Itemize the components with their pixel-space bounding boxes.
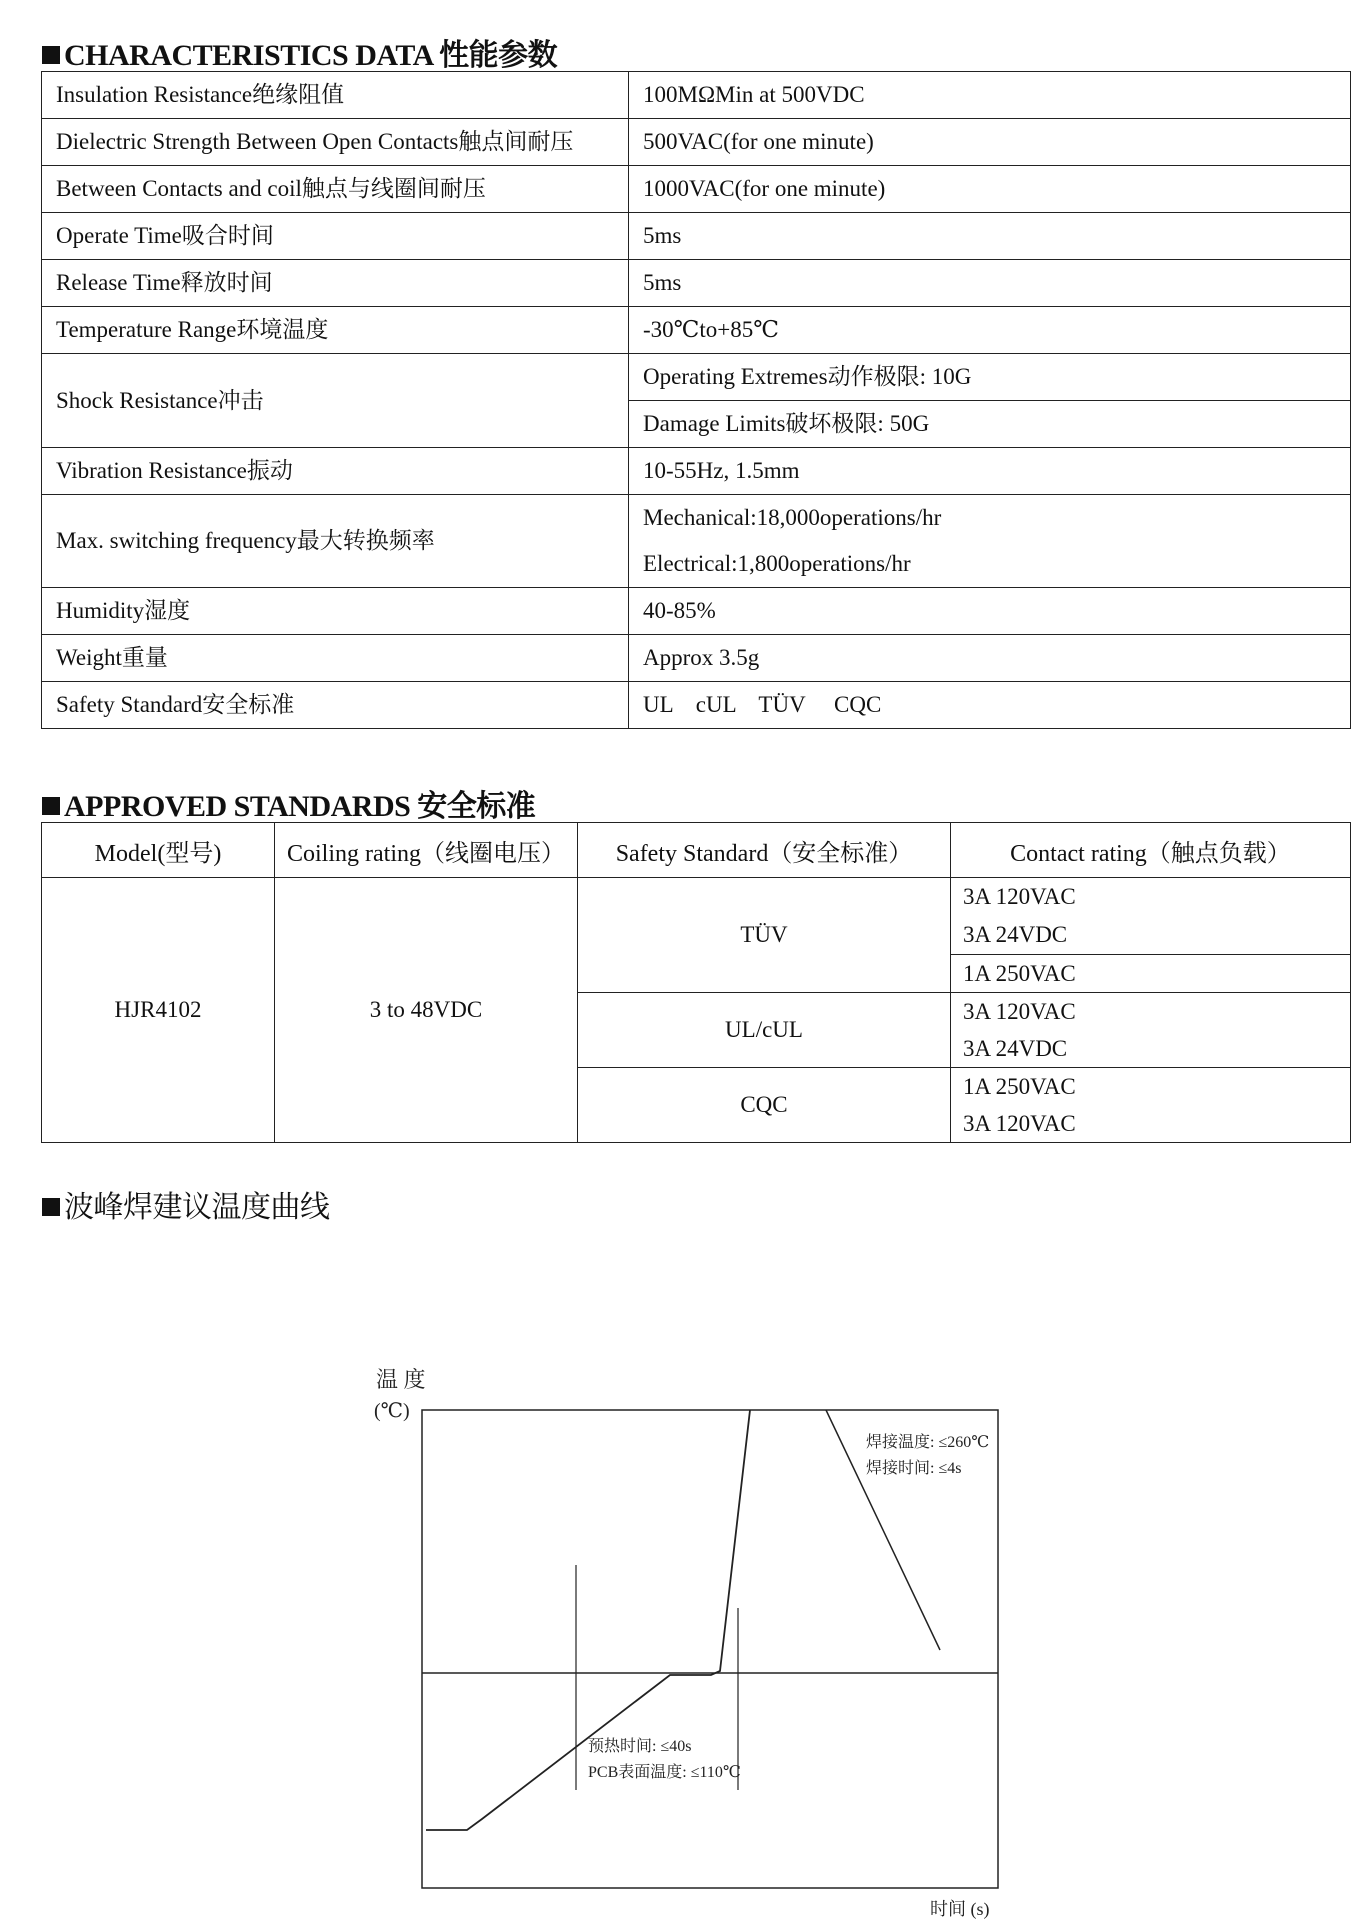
row-label: Release Time释放时间 [42, 260, 629, 307]
row-value: 40-85% [629, 588, 1351, 635]
rating-line: 3A 120VAC [963, 1111, 1076, 1136]
table-row [42, 878, 1351, 955]
square-bullet-icon [42, 46, 60, 64]
row-label: Weight重量 [42, 635, 629, 682]
preheat-time-note: 预热时间: ≤40s [588, 1738, 692, 1755]
row-label: Insulation Resistance绝缘阻值 [42, 72, 629, 119]
row-label: Safety Standard安全标准 [42, 682, 629, 729]
row-value: 5ms [629, 260, 1351, 307]
table-row [42, 119, 1351, 166]
row-label: Between Contacts and coil触点与线圈间耐压 [42, 166, 629, 213]
table-row [42, 260, 1351, 307]
header-safety: Safety Standard（安全标准） [578, 823, 951, 878]
wave-solder-profile-chart [370, 1355, 1010, 1920]
row-label: Max. switching frequency最大转换频率 [42, 495, 629, 588]
contact-rating [951, 993, 1351, 1068]
row-value: 1000VAC(for one minute) [629, 166, 1351, 213]
contact-rating [951, 878, 1351, 955]
row-label: Dielectric Strength Between Open Contacts触点间耐压 [42, 119, 629, 166]
table-row [42, 635, 1351, 682]
model-cell: HJR4102 [42, 878, 275, 1143]
table-row [42, 495, 1351, 588]
row-value: Approx 3.5g [629, 635, 1351, 682]
table-row [42, 682, 1351, 729]
row-value: 5ms [629, 213, 1351, 260]
row-value: UL cUL TÜV CQC [629, 682, 1351, 729]
rating-line: 3A 120VAC [963, 884, 1076, 909]
row-label: Shock Resistance冲击 [42, 354, 629, 448]
solder-time-note: 焊接时间: ≤4s [866, 1460, 962, 1477]
approved-title: APPROVED STANDARDS 安全标准 [42, 781, 535, 825]
row-label: Operate Time吸合时间 [42, 213, 629, 260]
mechanical-value: Mechanical:18,000operations/hr [643, 505, 942, 530]
table-row [42, 213, 1351, 260]
row-value [629, 495, 1351, 588]
table-row [42, 166, 1351, 213]
row-value: 10-55Hz, 1.5mm [629, 448, 1351, 495]
approved-table [41, 822, 1351, 1143]
header-coil: Coiling rating（线圈电压） [275, 823, 578, 878]
table-row [42, 448, 1351, 495]
header-model: Model(型号) [42, 823, 275, 878]
row-value: 500VAC(for one minute) [629, 119, 1351, 166]
y-axis-label: 温 度 [376, 1367, 426, 1392]
characteristics-table [41, 71, 1351, 729]
row-value: Operating Extremes动作极限: 10G [629, 354, 1351, 401]
safety-ul: UL/cUL [578, 993, 951, 1068]
contact-rating: 1A 250VAC [951, 955, 1351, 993]
table-header-row [42, 823, 1351, 878]
table-row [42, 354, 1351, 401]
rating-line: 1A 250VAC [963, 1074, 1076, 1099]
pcb-temp-note: PCB表面温度: ≤110℃ [588, 1764, 741, 1781]
coil-cell: 3 to 48VDC [275, 878, 578, 1143]
row-label: Humidity湿度 [42, 588, 629, 635]
rating-line: 3A 120VAC [963, 999, 1076, 1024]
table-row [42, 588, 1351, 635]
y-axis-unit: (℃) [374, 1400, 410, 1422]
row-value: -30℃to+85℃ [629, 307, 1351, 354]
row-value: 100MΩMin at 500VDC [629, 72, 1351, 119]
table-row [42, 72, 1351, 119]
electrical-value: Electrical:1,800operations/hr [643, 551, 911, 576]
safety-tuv: TÜV [578, 878, 951, 993]
row-label: Vibration Resistance振动 [42, 448, 629, 495]
plot-frame [422, 1410, 998, 1888]
x-axis-label: 时间 (s) [930, 1899, 990, 1919]
rating-line: 3A 24VDC [963, 1036, 1068, 1061]
safety-cqc: CQC [578, 1068, 951, 1143]
square-bullet-icon [42, 1198, 60, 1216]
row-value: Damage Limits破坏极限: 50G [629, 401, 1351, 448]
contact-rating [951, 1068, 1351, 1143]
solder-temp-note: 焊接温度: ≤260℃ [866, 1434, 990, 1451]
header-contact: Contact rating（触点负载） [951, 823, 1351, 878]
characteristics-title: CHARACTERISTICS DATA 性能参数 [42, 30, 557, 74]
square-bullet-icon [42, 797, 60, 815]
rating-line: 3A 24VDC [963, 922, 1068, 947]
row-label: Temperature Range环境温度 [42, 307, 629, 354]
wave-title: 波峰焊建议温度曲线 [42, 1182, 330, 1226]
table-row [42, 307, 1351, 354]
